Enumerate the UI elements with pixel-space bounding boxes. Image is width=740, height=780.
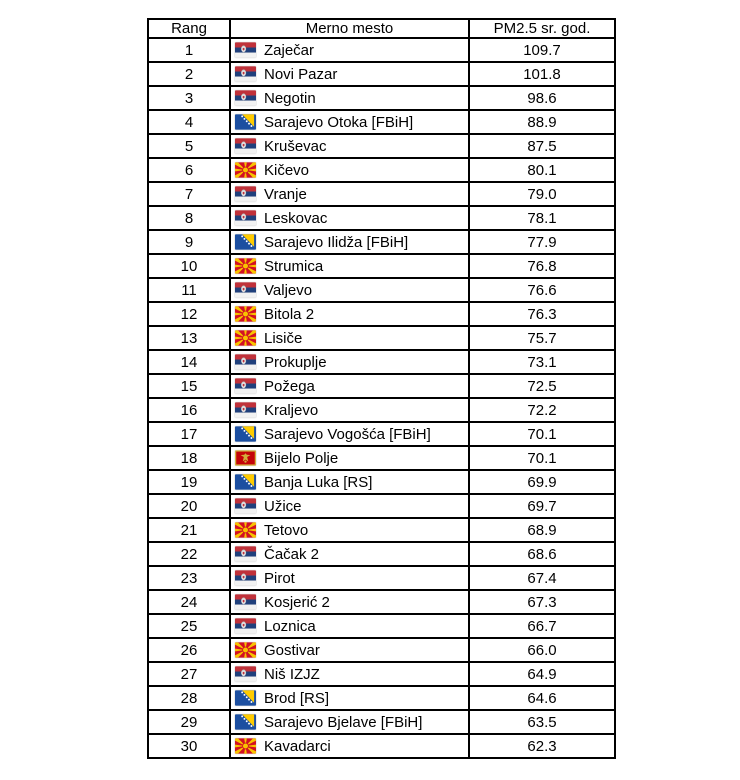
pm25-value-cell: 70.1: [469, 422, 615, 446]
serbia-flag-icon: [235, 90, 256, 106]
bosnia-flag-icon: [235, 714, 256, 730]
city-cell: [230, 734, 469, 758]
serbia-flag-icon: [235, 354, 256, 370]
rank-cell: 9: [148, 230, 230, 254]
rank-cell: 21: [148, 518, 230, 542]
station-name: Bijelo Polje: [264, 449, 339, 467]
montenegro-flag-icon: [235, 450, 256, 466]
pm25-value-cell: 63.5: [469, 710, 615, 734]
station-name: Leskovac: [264, 209, 328, 227]
table-row: [148, 374, 615, 398]
table-row: [148, 278, 615, 302]
city-cell: [230, 302, 469, 326]
pm25-value-cell: 76.3: [469, 302, 615, 326]
station-name: Banja Luka [RS]: [264, 473, 373, 491]
city-cell: [230, 350, 469, 374]
rank-cell: 6: [148, 158, 230, 182]
table-row: [148, 38, 615, 62]
table-row: [148, 62, 615, 86]
city-cell: [230, 686, 469, 710]
pm25-value-cell: 98.6: [469, 86, 615, 110]
station-name: Lisiče: [264, 329, 303, 347]
serbia-flag-icon: [235, 210, 256, 226]
serbia-flag-icon: [235, 594, 256, 610]
rank-cell: 4: [148, 110, 230, 134]
serbia-flag-icon: [235, 66, 256, 82]
macedonia-flag-icon: [235, 522, 256, 538]
pm25-value-cell: 78.1: [469, 206, 615, 230]
table-row: [148, 446, 615, 470]
city-flag-and-name: [231, 90, 468, 107]
serbia-flag-icon: [235, 498, 256, 514]
rank-cell: 2: [148, 62, 230, 86]
city-cell: [230, 494, 469, 518]
city-flag-and-name: [231, 738, 468, 755]
serbia-flag-icon: [235, 138, 256, 154]
city-cell: [230, 182, 469, 206]
bosnia-flag-icon: [235, 690, 256, 706]
city-cell: [230, 278, 469, 302]
pm25-value-cell: 66.0: [469, 638, 615, 662]
table-row: [148, 638, 615, 662]
serbia-flag-icon: [235, 42, 256, 58]
city-flag-and-name: [231, 330, 468, 347]
table-row: [148, 398, 615, 422]
table-row: [148, 566, 615, 590]
city-cell: [230, 398, 469, 422]
table-row: [148, 110, 615, 134]
pm25-value-cell: 87.5: [469, 134, 615, 158]
pm25-value-cell: 69.7: [469, 494, 615, 518]
city-flag-and-name: [231, 642, 468, 659]
rank-cell: 30: [148, 734, 230, 758]
rank-cell: 13: [148, 326, 230, 350]
city-flag-and-name: [231, 258, 468, 275]
rank-cell: 28: [148, 686, 230, 710]
macedonia-flag-icon: [235, 258, 256, 274]
city-cell: [230, 566, 469, 590]
city-cell: [230, 518, 469, 542]
table-row: [148, 182, 615, 206]
city-cell: [230, 38, 469, 62]
city-flag-and-name: [231, 210, 468, 227]
city-flag-and-name: [231, 66, 468, 83]
station-name: Sarajevo Ilidža [FBiH]: [264, 233, 409, 251]
table-row: [148, 542, 615, 566]
pm25-value-cell: 68.6: [469, 542, 615, 566]
rank-cell: 16: [148, 398, 230, 422]
city-cell: [230, 446, 469, 470]
rank-cell: 20: [148, 494, 230, 518]
header-row: [148, 19, 615, 38]
station-name: Brod [RS]: [264, 689, 330, 707]
station-name: Užice: [264, 497, 302, 515]
header-rank: Rang: [148, 19, 230, 38]
city-cell: [230, 110, 469, 134]
pm25-value-cell: 67.3: [469, 590, 615, 614]
table-row: [148, 86, 615, 110]
city-flag-and-name: [231, 234, 468, 251]
pm25-value-cell: 80.1: [469, 158, 615, 182]
city-cell: [230, 470, 469, 494]
rank-cell: 14: [148, 350, 230, 374]
pm25-value-cell: 101.8: [469, 62, 615, 86]
city-cell: [230, 590, 469, 614]
city-flag-and-name: [231, 714, 468, 731]
table-row: [148, 326, 615, 350]
macedonia-flag-icon: [235, 306, 256, 322]
station-name: Tetovo: [264, 521, 309, 539]
pm25-value-cell: 77.9: [469, 230, 615, 254]
city-cell: [230, 62, 469, 86]
ranking-table: [147, 18, 616, 759]
pm25-value-cell: 73.1: [469, 350, 615, 374]
table-row: [148, 686, 615, 710]
station-name: Požega: [264, 377, 315, 395]
serbia-flag-icon: [235, 186, 256, 202]
rank-cell: 15: [148, 374, 230, 398]
city-cell: [230, 374, 469, 398]
serbia-flag-icon: [235, 570, 256, 586]
city-flag-and-name: [231, 138, 468, 155]
pm25-value-cell: 67.4: [469, 566, 615, 590]
rank-cell: 17: [148, 422, 230, 446]
city-cell: [230, 662, 469, 686]
pm25-value-cell: 72.2: [469, 398, 615, 422]
table-row: [148, 734, 615, 758]
city-flag-and-name: [231, 114, 468, 131]
table-row: [148, 302, 615, 326]
pm25-value-cell: 88.9: [469, 110, 615, 134]
macedonia-flag-icon: [235, 738, 256, 754]
station-name: Loznica: [264, 617, 316, 635]
station-name: Gostivar: [264, 641, 320, 659]
city-flag-and-name: [231, 546, 468, 563]
rank-cell: 11: [148, 278, 230, 302]
station-name: Sarajevo Bjelave [FBiH]: [264, 713, 423, 731]
rank-cell: 8: [148, 206, 230, 230]
pm25-value-cell: 79.0: [469, 182, 615, 206]
station-name: Negotin: [264, 89, 316, 107]
city-cell: [230, 158, 469, 182]
station-name: Novi Pazar: [264, 65, 338, 83]
table-row: [148, 230, 615, 254]
city-cell: [230, 326, 469, 350]
pm25-value-cell: 76.8: [469, 254, 615, 278]
city-cell: [230, 710, 469, 734]
city-flag-and-name: [231, 354, 468, 371]
city-flag-and-name: [231, 474, 468, 491]
city-cell: [230, 254, 469, 278]
serbia-flag-icon: [235, 666, 256, 682]
city-flag-and-name: [231, 402, 468, 419]
station-name: Valjevo: [264, 281, 313, 299]
city-cell: [230, 206, 469, 230]
table-row: [148, 422, 615, 446]
city-flag-and-name: [231, 690, 468, 707]
bosnia-flag-icon: [235, 426, 256, 442]
station-name: Vranje: [264, 185, 307, 203]
serbia-flag-icon: [235, 402, 256, 418]
city-flag-and-name: [231, 378, 468, 395]
station-name: Bitola 2: [264, 305, 315, 323]
city-flag-and-name: [231, 162, 468, 179]
table-row: [148, 134, 615, 158]
pm25-value-cell: 76.6: [469, 278, 615, 302]
rank-cell: 27: [148, 662, 230, 686]
table-row: [148, 254, 615, 278]
city-flag-and-name: [231, 522, 468, 539]
pm25-value-cell: 66.7: [469, 614, 615, 638]
city-cell: [230, 86, 469, 110]
station-name: Kavadarci: [264, 737, 331, 755]
station-name: Zaječar: [264, 41, 315, 59]
table-row: [148, 206, 615, 230]
rank-cell: 24: [148, 590, 230, 614]
table-row: [148, 590, 615, 614]
city-flag-and-name: [231, 450, 468, 467]
pm25-value-cell: 64.6: [469, 686, 615, 710]
table-row: [148, 350, 615, 374]
serbia-flag-icon: [235, 378, 256, 394]
city-flag-and-name: [231, 426, 468, 443]
city-flag-and-name: [231, 498, 468, 515]
station-name: Čačak 2: [264, 545, 320, 563]
city-cell: [230, 542, 469, 566]
table-header: [148, 19, 615, 38]
city-cell: [230, 614, 469, 638]
city-cell: [230, 230, 469, 254]
bosnia-flag-icon: [235, 114, 256, 130]
rank-cell: 25: [148, 614, 230, 638]
station-name: Kičevo: [264, 161, 310, 179]
station-name: Kruševac: [264, 137, 327, 155]
bosnia-flag-icon: [235, 234, 256, 250]
table-row: [148, 614, 615, 638]
table-row: [148, 494, 615, 518]
rank-cell: 1: [148, 38, 230, 62]
bosnia-flag-icon: [235, 474, 256, 490]
city-flag-and-name: [231, 666, 468, 683]
pm25-value-cell: 69.9: [469, 470, 615, 494]
rank-cell: 7: [148, 182, 230, 206]
rank-cell: 26: [148, 638, 230, 662]
rank-cell: 10: [148, 254, 230, 278]
city-flag-and-name: [231, 570, 468, 587]
rank-cell: 3: [148, 86, 230, 110]
station-name: Pirot: [264, 569, 295, 587]
rank-cell: 22: [148, 542, 230, 566]
rank-cell: 5: [148, 134, 230, 158]
table-row: [148, 518, 615, 542]
table-row: [148, 470, 615, 494]
city-cell: [230, 422, 469, 446]
station-name: Niš IZJZ: [264, 665, 320, 683]
rank-cell: 12: [148, 302, 230, 326]
table-row: [148, 158, 615, 182]
city-flag-and-name: [231, 306, 468, 323]
city-flag-and-name: [231, 282, 468, 299]
table-row: [148, 662, 615, 686]
city-flag-and-name: [231, 42, 468, 59]
city-cell: [230, 638, 469, 662]
station-name: Prokuplje: [264, 353, 327, 371]
station-name: Kosjerić 2: [264, 593, 330, 611]
pm25-value-cell: 109.7: [469, 38, 615, 62]
macedonia-flag-icon: [235, 330, 256, 346]
rank-cell: 29: [148, 710, 230, 734]
table-row: [148, 710, 615, 734]
city-flag-and-name: [231, 186, 468, 203]
pm25-value-cell: 68.9: [469, 518, 615, 542]
header-city: Merno mesto: [230, 19, 469, 38]
pm25-value-cell: 62.3: [469, 734, 615, 758]
pm25-value-cell: 70.1: [469, 446, 615, 470]
serbia-flag-icon: [235, 282, 256, 298]
serbia-flag-icon: [235, 546, 256, 562]
pm25-value-cell: 75.7: [469, 326, 615, 350]
macedonia-flag-icon: [235, 642, 256, 658]
station-name: Sarajevo Vogošća [FBiH]: [264, 425, 431, 443]
city-cell: [230, 134, 469, 158]
station-name: Kraljevo: [264, 401, 319, 419]
pm25-value-cell: 64.9: [469, 662, 615, 686]
header-value: PM2.5 sr. god.: [469, 19, 615, 38]
city-flag-and-name: [231, 618, 468, 635]
rank-cell: 23: [148, 566, 230, 590]
rank-cell: 18: [148, 446, 230, 470]
station-name: Sarajevo Otoka [FBiH]: [264, 113, 414, 131]
city-flag-and-name: [231, 594, 468, 611]
table-body: [148, 38, 615, 758]
pm25-value-cell: 72.5: [469, 374, 615, 398]
station-name: Strumica: [264, 257, 324, 275]
rank-cell: 19: [148, 470, 230, 494]
macedonia-flag-icon: [235, 162, 256, 178]
serbia-flag-icon: [235, 618, 256, 634]
